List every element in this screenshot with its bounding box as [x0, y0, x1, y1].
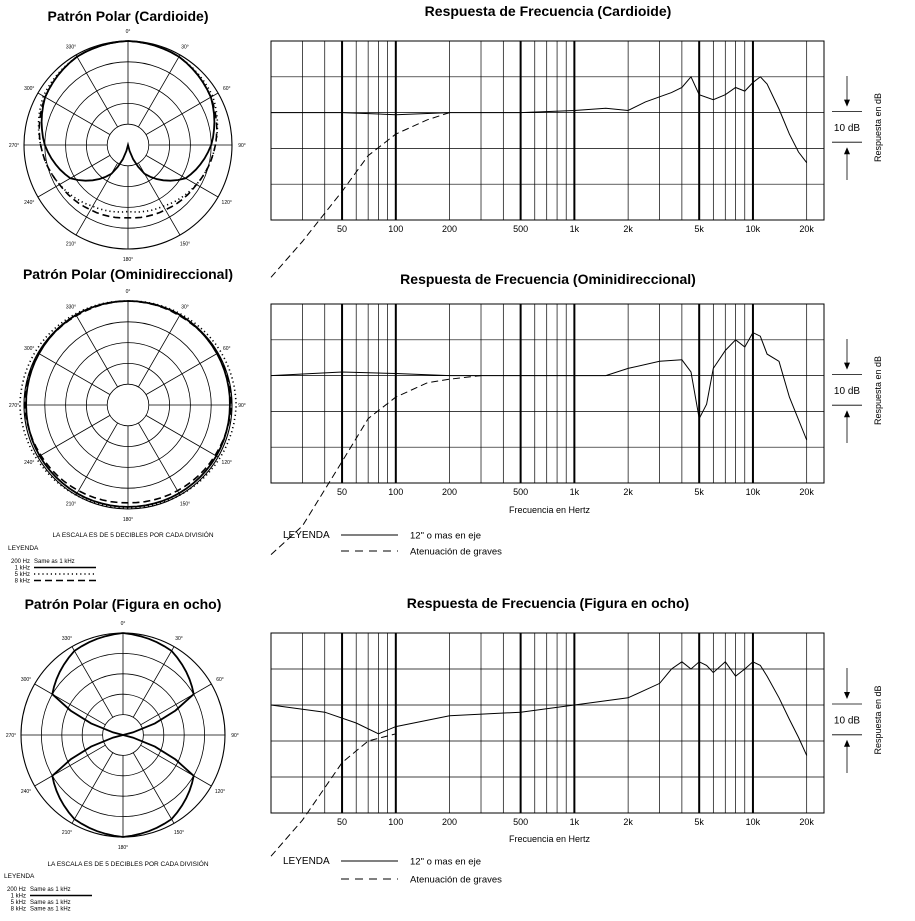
- polar-angle-label: 210°: [65, 501, 77, 508]
- plot-frame: [271, 41, 824, 220]
- polar-angle-label: 30°: [181, 44, 189, 51]
- scale-arrowhead-up: [844, 740, 850, 747]
- polar-grid-spoke: [141, 745, 212, 786]
- polar-legend-style: Same as 1 kHz: [34, 559, 75, 565]
- polar-angle-label: 330°: [65, 44, 77, 51]
- polar-angle-label: 240°: [24, 460, 35, 466]
- polar-grid-spoke: [72, 753, 113, 824]
- polar-angle-label: 120°: [221, 460, 232, 466]
- frequency-chart-omnidirectional: [271, 271, 883, 558]
- y-axis-label: Respuesta en dB: [873, 685, 883, 755]
- frequency-legend-heading: LEYENDA: [283, 856, 330, 867]
- x-tick-label: 2k: [623, 224, 633, 234]
- polar-angle-label: 90°: [238, 403, 246, 409]
- polar-angle-label: 30°: [175, 636, 183, 643]
- polar-angle-label: 120°: [214, 789, 226, 795]
- polar-angle-label: 180°: [122, 257, 134, 263]
- polar-angle-label: 210°: [61, 829, 73, 836]
- series-on-axis: [271, 662, 807, 756]
- polar-angle-label: 90°: [238, 143, 246, 149]
- polar-grid-spoke: [38, 415, 110, 457]
- x-tick-label: 20k: [799, 817, 814, 827]
- polar-chart-cardioid: [9, 8, 246, 263]
- x-tick-label: 10k: [745, 817, 761, 827]
- polar-angle-label: 180°: [122, 517, 134, 523]
- polar-angle-label: 60°: [216, 677, 224, 683]
- x-axis-label: Frecuencia en Hertz: [508, 505, 591, 515]
- polar-grid-spoke: [35, 684, 106, 725]
- polar-angle-label: 270°: [8, 143, 20, 149]
- x-tick-label: 500: [513, 487, 529, 497]
- polar-grid-spoke: [38, 155, 110, 197]
- polar-chart-omnidirectional: [8, 266, 246, 585]
- x-tick-label: 200: [442, 817, 458, 827]
- scale-arrowhead-down: [844, 100, 850, 107]
- polar-grid-spoke: [146, 415, 218, 457]
- polar-angle-label: 300°: [24, 346, 35, 352]
- frequency-chart-cardioid: [271, 3, 883, 277]
- x-tick-label: 10k: [745, 224, 761, 234]
- polar-legend-freq: 5 kHz: [10, 900, 26, 906]
- polar-angle-label: 150°: [173, 829, 185, 836]
- frequency-legend-label: 12" o mas en eje: [410, 530, 481, 542]
- scale-label-10db: 10 dB: [833, 385, 861, 397]
- scale-label-10db: 10 dB: [833, 715, 861, 727]
- plot-frame: [271, 633, 824, 813]
- frequency-legend-label: Atenuación de graves: [410, 546, 502, 558]
- polar-grid-ring: [107, 384, 149, 426]
- polar-legend-freq: 1 kHz: [14, 565, 30, 572]
- frequency-chart-figure-eight: [271, 595, 883, 886]
- polar-legend-style: Same as 1 kHz: [30, 887, 71, 893]
- x-tick-label: 200: [442, 224, 458, 234]
- polar-angle-label: 120°: [221, 200, 232, 206]
- polar-angle-label: 330°: [65, 304, 77, 311]
- polar-grid-spoke: [76, 315, 118, 387]
- x-tick-label: 5k: [694, 224, 704, 234]
- x-tick-label: 1k: [569, 817, 580, 827]
- polar-legend-style: Same as 1 kHz: [30, 906, 71, 913]
- polar-grid-spoke: [38, 353, 110, 395]
- polar-angle-label: 30°: [181, 304, 189, 311]
- polar-grid-spoke: [146, 353, 218, 395]
- polar-chart-title: Patrón Polar (Figura en ocho): [24, 596, 222, 612]
- polar-grid-spoke: [138, 423, 180, 495]
- frequency-legend-label: Atenuación de graves: [410, 874, 502, 886]
- x-tick-label: 200: [442, 487, 458, 497]
- polar-angle-label: 240°: [24, 200, 35, 206]
- x-tick-label: 20k: [799, 487, 814, 497]
- x-tick-label: 2k: [623, 487, 633, 497]
- polar-legend-freq: 200 Hz: [6, 887, 26, 893]
- polar-grid-spoke: [133, 647, 174, 718]
- x-tick-label: 500: [513, 224, 529, 234]
- polar-angle-label: 330°: [61, 636, 73, 643]
- scale-label-10db: 10 dB: [833, 122, 861, 134]
- x-tick-label: 500: [513, 817, 529, 827]
- scale-arrowhead-up: [844, 147, 850, 154]
- frequency-legend-label: 12" o mas en eje: [410, 856, 481, 868]
- polar-angle-label: 90°: [231, 733, 239, 739]
- scale-arrowhead-down: [844, 692, 850, 699]
- x-tick-label: 50: [337, 224, 348, 234]
- polar-angle-label: 150°: [179, 241, 191, 248]
- x-tick-label: 10k: [745, 487, 761, 497]
- polar-scale-note: LA ESCALA ES DE 5 DECIBLES POR CADA DIVISIÓN: [47, 861, 209, 868]
- scale-arrowhead-up: [844, 410, 850, 417]
- polar-legend-freq: 8 kHz: [14, 578, 30, 585]
- x-tick-label: 50: [337, 487, 348, 497]
- polar-angle-label: 150°: [179, 501, 191, 508]
- series-bass-rolloff: [271, 113, 450, 278]
- frequency-chart-title: Respuesta de Frecuencia (Ominidireccional): [400, 271, 696, 287]
- scale-arrowhead-down: [844, 363, 850, 370]
- x-tick-label: 100: [388, 224, 404, 234]
- x-tick-label: 100: [388, 817, 404, 827]
- frequency-legend-heading: LEYENDA: [283, 530, 330, 541]
- polar-angle-label: 270°: [8, 403, 20, 409]
- polar-angle-label: 60°: [222, 86, 231, 92]
- x-tick-label: 20k: [799, 224, 814, 234]
- polar-grid-spoke: [138, 55, 180, 127]
- polar-angle-label: 0°: [120, 621, 126, 627]
- polar-chart-figure-eight: [4, 596, 239, 913]
- polar-grid-spoke: [38, 93, 110, 135]
- polar-grid-spoke: [146, 93, 218, 135]
- polar-grid-spoke: [141, 684, 212, 725]
- x-tick-label: 50: [337, 817, 348, 827]
- x-tick-label: 1k: [569, 487, 580, 497]
- polar-legend-style: Same as 1 kHz: [30, 900, 71, 906]
- polar-angle-label: 300°: [24, 86, 35, 92]
- polar-angle-label: 240°: [20, 789, 32, 795]
- polar-legend-freq: 8 kHz: [10, 906, 26, 913]
- x-tick-label: 5k: [694, 487, 704, 497]
- polar-angle-label: 180°: [117, 845, 129, 851]
- frequency-chart-title: Respuesta de Frecuencia (Cardioide): [424, 3, 672, 19]
- x-axis-label: Frecuencia en Hertz: [508, 834, 591, 844]
- series-on-axis: [271, 77, 807, 163]
- polar-angle-label: 210°: [65, 241, 77, 248]
- x-tick-label: 1k: [569, 224, 580, 234]
- polar-grid-spoke: [76, 55, 118, 127]
- polar-scale-note: LA ESCALA ES DE 5 DECIBLES POR CADA DIVISIÓN: [52, 532, 214, 539]
- polar-angle-label: 60°: [222, 346, 231, 352]
- y-axis-label: Respuesta en dB: [873, 355, 883, 426]
- polar-grid-spoke: [76, 423, 118, 495]
- series-bass-rolloff: [271, 734, 396, 856]
- polar-legend-freq: 5 kHz: [14, 572, 30, 578]
- x-tick-label: 2k: [623, 817, 633, 827]
- x-tick-label: 5k: [694, 817, 704, 827]
- polar-angle-label: 300°: [20, 677, 32, 683]
- polar-grid-spoke: [138, 315, 180, 387]
- polar-legend-heading: LEYENDA: [4, 873, 35, 880]
- polar-grid-spoke: [146, 155, 218, 197]
- plot-frame: [271, 304, 824, 483]
- polar-angle-label: 270°: [5, 733, 17, 739]
- polar-grid-spoke: [35, 745, 106, 786]
- polar-legend-freq: 200 Hz: [10, 559, 30, 565]
- polar-legend-heading: LEYENDA: [8, 545, 39, 552]
- x-tick-label: 100: [388, 487, 404, 497]
- polar-angle-label: 0°: [125, 289, 131, 295]
- polar-grid-spoke: [133, 753, 174, 824]
- frequency-chart-title: Respuesta de Frecuencia (Figura en ocho): [406, 595, 690, 611]
- polar-grid-spoke: [72, 647, 113, 718]
- series-on-axis: [271, 333, 807, 440]
- polar-legend-freq: 1 kHz: [10, 893, 26, 900]
- polar-chart-title: Patrón Polar (Cardioide): [47, 8, 209, 24]
- polar-angle-label: 0°: [125, 29, 131, 35]
- y-axis-label: Respuesta en dB: [873, 92, 883, 163]
- polar-chart-title: Patrón Polar (Ominidireccional): [22, 266, 234, 282]
